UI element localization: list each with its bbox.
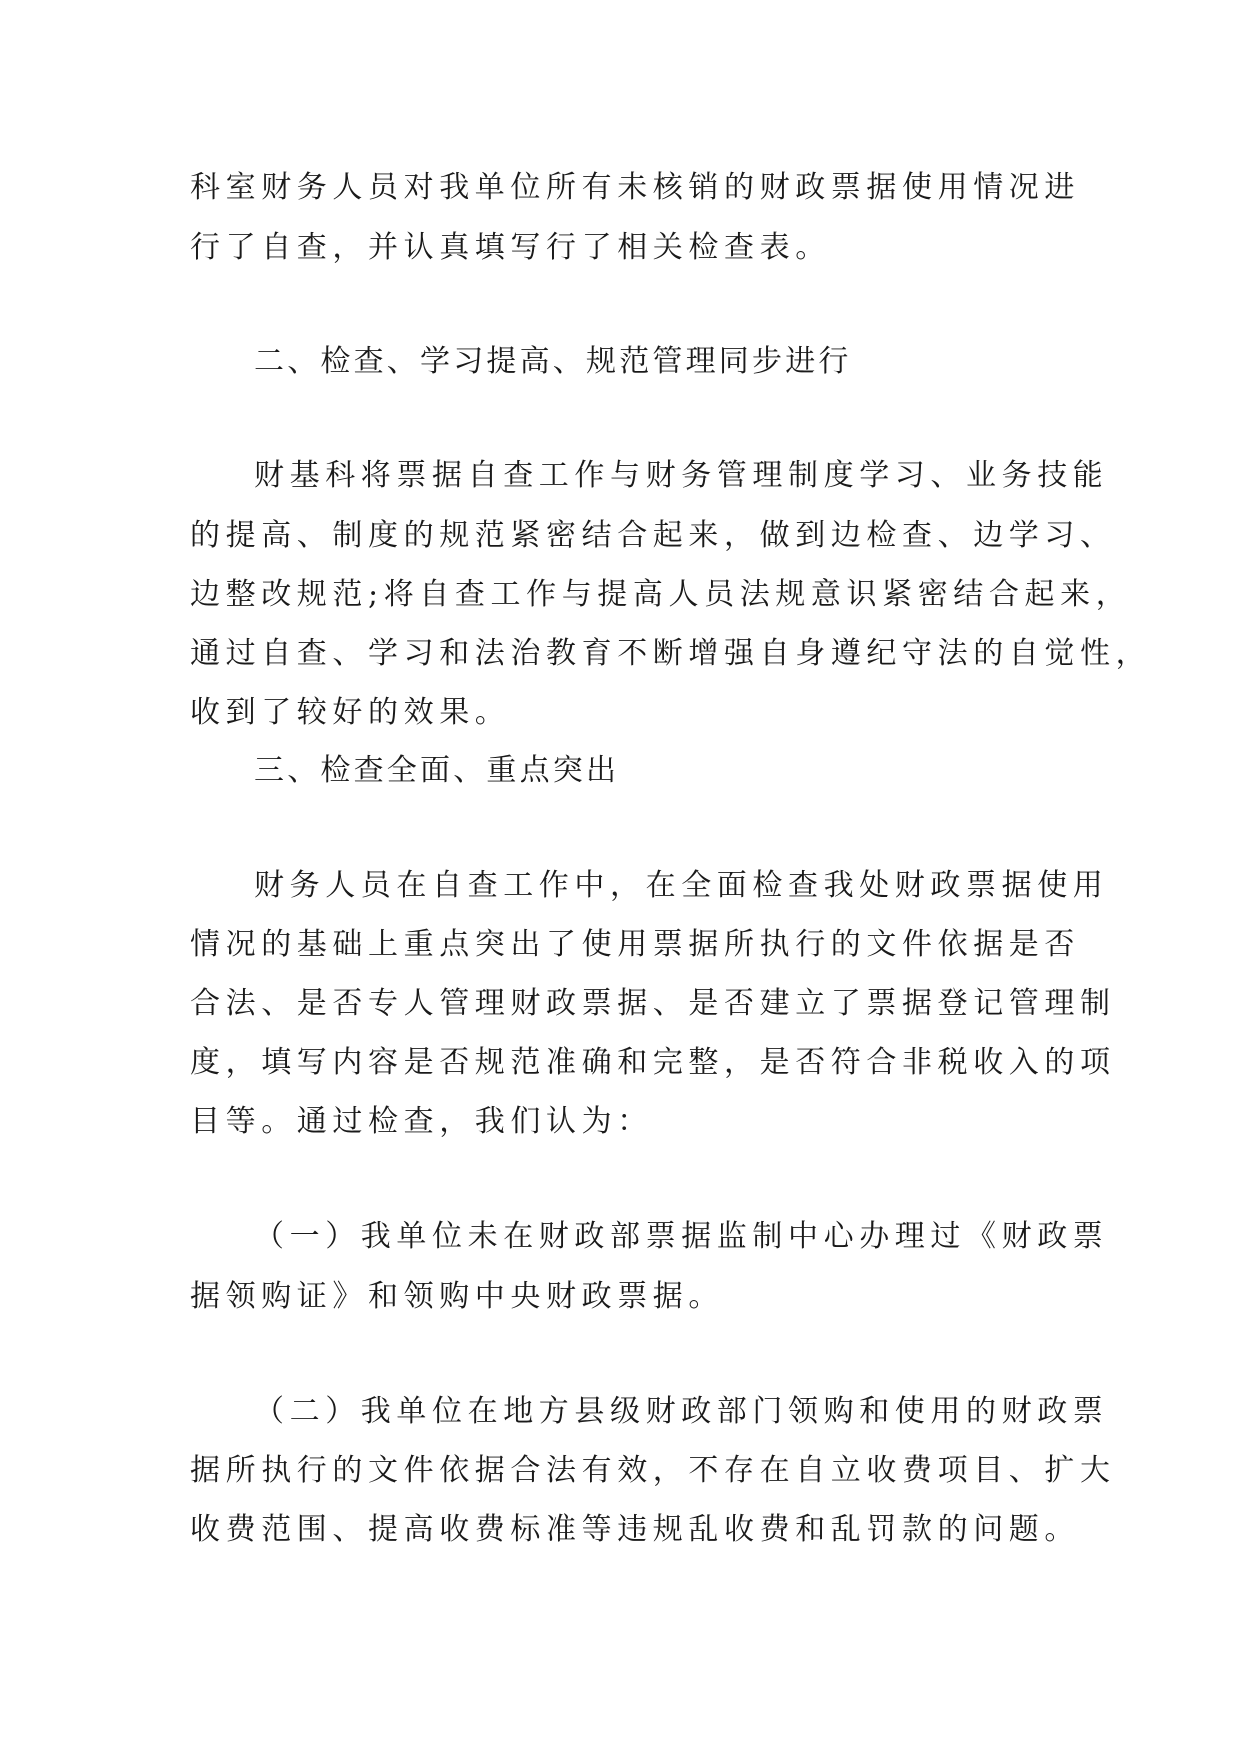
paragraph-line: 科室财务人员对我单位所有未核销的财政票据使用情况进 bbox=[190, 170, 1080, 205]
paragraph-line: 情况的基础上重点突出了使用票据所执行的文件依据是否 bbox=[190, 927, 1080, 962]
list-item-1-continued: 据领购证》和领购中央财政票据。 bbox=[190, 1279, 724, 1314]
list-item-2: （二）我单位在地方县级财政部门领购和使用的财政票 bbox=[254, 1394, 1109, 1429]
paragraph-line: 度，填写内容是否规范准确和完整，是否符合非税收入的项 bbox=[190, 1045, 1116, 1080]
paragraph-line: 合法、是否专人管理财政票据、是否建立了票据登记管理制 bbox=[190, 986, 1116, 1021]
section-heading-3: 三、检查全面、重点突出 bbox=[254, 753, 620, 788]
paragraph-line: 财务人员在自查工作中，在全面检查我处财政票据使用 bbox=[254, 868, 1109, 903]
paragraph-line: 的提高、制度的规范紧密结合起来，做到边检查、边学习、 bbox=[190, 518, 1116, 553]
list-item-2-continued: 收费范围、提高收费标准等违规乱收费和乱罚款的问题。 bbox=[190, 1512, 1080, 1547]
section-heading-2: 二、检查、学习提高、规范管理同步进行 bbox=[254, 344, 852, 379]
paragraph-line: 财基科将票据自查工作与财务管理制度学习、业务技能 bbox=[254, 458, 1109, 493]
paragraph-line: 收到了较好的效果。 bbox=[190, 695, 511, 730]
list-item-2-continued: 据所执行的文件依据合法有效，不存在自立收费项目、扩大 bbox=[190, 1453, 1116, 1488]
paragraph-line: 边整改规范;将自查工作与提高人员法规意识紧密结合起来， bbox=[190, 577, 1132, 612]
list-item-1: （一）我单位未在财政部票据监制中心办理过《财政票 bbox=[254, 1219, 1109, 1254]
paragraph-line: 目等。通过检查，我们认为： bbox=[190, 1104, 653, 1139]
paragraph-line: 行了自查，并认真填写行了相关检查表。 bbox=[190, 230, 831, 265]
paragraph-line: 通过自查、学习和法治教育不断增强自身遵纪守法的自觉性， bbox=[190, 636, 1152, 671]
